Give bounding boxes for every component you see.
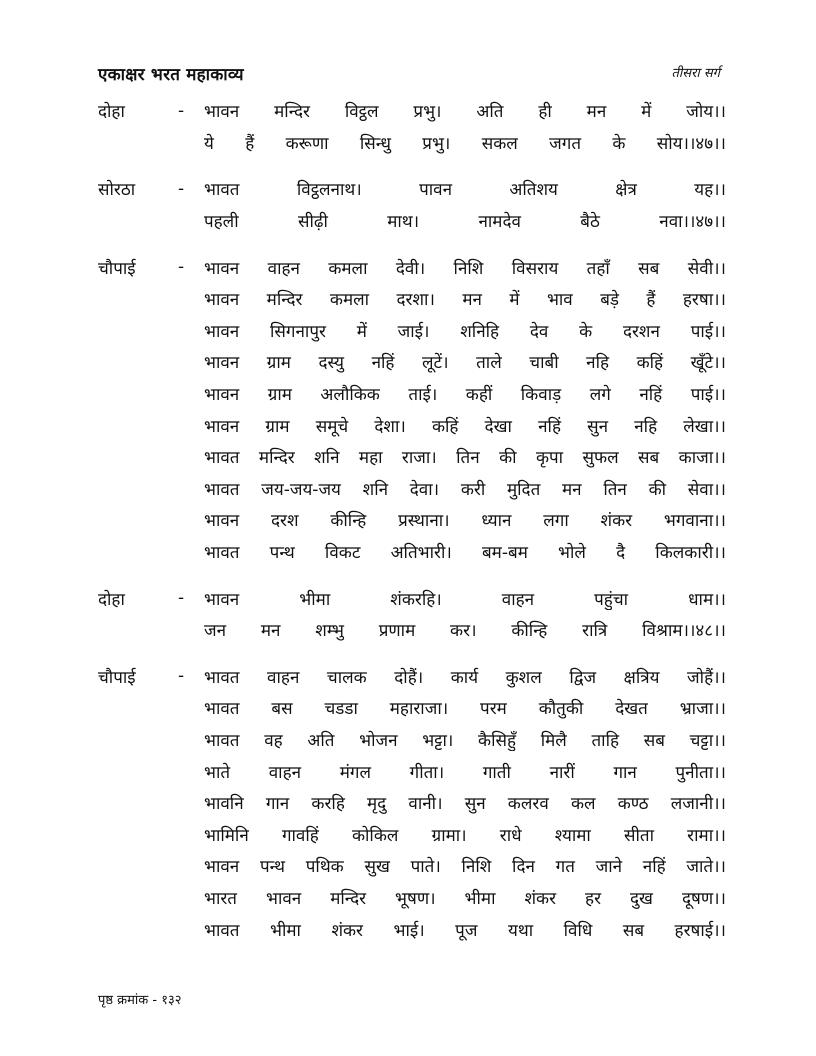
verse-row bbox=[98, 614, 726, 646]
verse-row bbox=[98, 441, 726, 473]
verse-line: भावत विट्ठलनाथ। पावन अतिशय क्षेत्र यह।। bbox=[204, 180, 726, 201]
verse-line: भावन ग्राम दस्यु नहिं लूटें। ताले चाबी नहि कहिं खूँटे।। bbox=[204, 353, 726, 374]
verse-row bbox=[98, 205, 726, 237]
verse-line: भावत जय-जय-जय शनि देवा। करी मुदित मन तिन की सेवा।। bbox=[204, 479, 726, 500]
verse-type-label: चौपाई bbox=[98, 667, 136, 688]
verse-section bbox=[98, 582, 726, 645]
verse-type-label: सोरठा bbox=[98, 180, 136, 201]
verse-row bbox=[98, 582, 726, 614]
verse-line: भावत वह अति भोजन भट्टा। कैसिहुँ मिलै ताहि सब चट्टा।। bbox=[204, 730, 726, 751]
verse-row bbox=[98, 346, 726, 378]
verse-line: भावन वाहन कमला देवी। निशि विसराय तहाँ सब सेवी।। bbox=[204, 258, 726, 279]
verse-row bbox=[98, 127, 726, 159]
verse-line: ये हैं करूणा सिन्धु प्रभु। सकल जगत के सोय।।४७।। bbox=[204, 133, 726, 154]
verse-row bbox=[98, 913, 726, 945]
verse-section bbox=[98, 95, 726, 158]
verse-row bbox=[98, 692, 726, 724]
verse-type-label: दोहा bbox=[98, 589, 125, 610]
verse-line: भाते वाहन मंगल गीता। गाती नारीं गान पुनीता।। bbox=[204, 762, 726, 783]
verse-row bbox=[98, 315, 726, 347]
verse-line: जन मन शम्भु प्रणाम कर। कीन्हि रात्रि विश्राम।।४८।। bbox=[204, 621, 726, 642]
label-dash: - bbox=[178, 257, 185, 278]
verse-row bbox=[98, 787, 726, 819]
verse-row bbox=[98, 882, 726, 914]
verse-row bbox=[98, 173, 726, 205]
verse-type-label: दोहा bbox=[98, 102, 125, 123]
verse-line: भावन ग्राम अलौकिक ताई। कहीं किवाड़ लगे नहिं पाई।। bbox=[204, 385, 726, 406]
verse-row bbox=[98, 850, 726, 882]
page-number: पृष्ठ क्रमांक - १३२ bbox=[98, 993, 182, 1008]
verse-type-label: चौपाई bbox=[98, 258, 136, 279]
verse-row bbox=[98, 661, 726, 693]
label-dash: - bbox=[178, 588, 185, 609]
verse-row bbox=[98, 755, 726, 787]
verse-row bbox=[98, 251, 726, 283]
verse-line: भारत भावन मन्दिर भूषण। भीमा शंकर हर दुख दूषण।। bbox=[204, 888, 726, 909]
verse-row bbox=[98, 818, 726, 850]
verse-line: भावत मन्दिर शनि महा राजा। तिन की कृपा सुफल सब काजा।। bbox=[204, 448, 726, 469]
verse-line: भावन मन्दिर विट्ठल प्रभु। अति ही मन में जोय।। bbox=[204, 102, 726, 123]
verse-row bbox=[98, 409, 726, 441]
page-header bbox=[98, 62, 720, 88]
verse-row bbox=[98, 536, 726, 568]
verse-line: भावन ग्राम समूचे देशा। कहिं देखा नहिं सुन नहि लेखा।। bbox=[204, 416, 726, 437]
verse-line: भावन पन्थ पथिक सुख पाते। निशि दिन गत जाने नहिं जाते।। bbox=[204, 857, 726, 878]
verse-section bbox=[98, 251, 726, 567]
verse-row bbox=[98, 283, 726, 315]
verse-line: भावन मन्दिर कमला दरशा। मन में भाव बड़े हैं हरषा।। bbox=[204, 290, 726, 311]
verse-row bbox=[98, 724, 726, 756]
verse-section bbox=[98, 173, 726, 236]
verse-line: भावन सिगनापुर में जाई। शनिहि देव के दरशन पाई।। bbox=[204, 321, 726, 342]
label-dash: - bbox=[178, 666, 185, 687]
verse-line: भावत बस चडडा महाराजा। परम कौतुकी देखत भ्राजा।। bbox=[204, 699, 726, 720]
verse-body bbox=[98, 95, 726, 960]
verse-line: पहली सीढ़ी माथ। नामदेव बैठे नवा।।४७।। bbox=[204, 212, 726, 233]
verse-line: भावन भीमा शंकरहि। वाहन पहुंचा धाम।। bbox=[204, 589, 726, 610]
chapter-title: तीसरा सर्ग bbox=[671, 66, 720, 81]
label-dash: - bbox=[178, 100, 185, 121]
verse-row bbox=[98, 473, 726, 505]
verse-line: भावत भीमा शंकर भाई। पूज यथा विधि सब हरषाई।। bbox=[204, 920, 726, 941]
verse-row bbox=[98, 378, 726, 410]
label-dash: - bbox=[178, 178, 185, 199]
verse-row bbox=[98, 504, 726, 536]
verse-row bbox=[98, 95, 726, 127]
verse-line: भावनि गान करहि मृदु वानी। सुन कलरव कल कण्ठ लजानी।। bbox=[204, 794, 726, 815]
verse-line: भामिनि गावहिं कोकिल ग्रामा। राधे श्यामा सीता रामा।। bbox=[204, 825, 726, 846]
verse-section bbox=[98, 661, 726, 945]
verse-line: भावत पन्थ विकट अतिभारी। बम-बम भोले दै किलकारी।। bbox=[204, 543, 726, 564]
book-title: एकाक्षर भरत महाकाव्य bbox=[98, 65, 244, 85]
verse-line: भावन दरश कीन्हि प्रस्थाना। ध्यान लगा शंकर भगवाना।। bbox=[204, 511, 726, 532]
verse-line: भावत वाहन चालक दोहैं। कार्य कुशल द्विज क्षत्रिय जोहैं।। bbox=[204, 667, 726, 688]
